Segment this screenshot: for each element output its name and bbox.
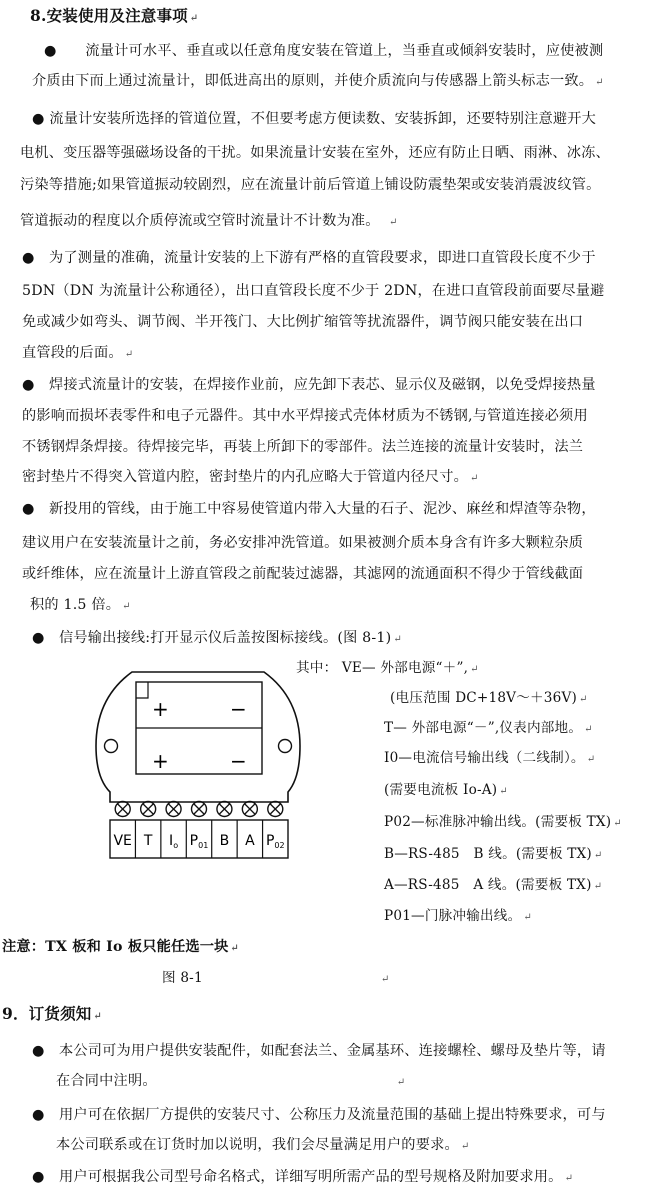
order-2-line-2: 本公司联系或在订货时加以说明，我们会尽量满足用户的要求。 ↵ xyxy=(56,1137,470,1153)
terminal-screw-7 xyxy=(268,802,283,817)
battery-minus-top: − xyxy=(230,697,247,721)
bullet-2-line-2: 电机、变压器等强磁场设备的干扰。如果流量计安装在室外，还应有防止日晒、雨淋、冰冻、 xyxy=(20,145,610,161)
terminal-screw-5 xyxy=(217,802,232,817)
battery-plus-top: + xyxy=(152,697,169,721)
bullet-5-line-3: 或纤维体，应在流量计上游直管段之前配装过滤器，其滤网的流通面积不得少于管线截面 xyxy=(22,566,584,582)
bullet-3-line-3: 免或减少如弯头、调节阀、半开筏门、大比例扩缩管等扰流器件，调节阀只能安装在出口 xyxy=(22,314,584,330)
terminal-screw-1 xyxy=(115,802,130,817)
bullet-6-line: ● 信号输出接线:打开显示仪后盖按图标接线。(图 8-1) ↵ xyxy=(32,630,402,646)
terminal-screw-4 xyxy=(192,802,207,817)
bullet-1-line-2: 介质由下而上通过流量计，即低进高出的原则，并使介质流向与传感器上箭头标志一致。 ↵ xyxy=(32,73,604,89)
legend-line-2: (电压范围 DC+18V～＋36V) ↵ xyxy=(390,690,588,706)
legend-line-8: A—RS-485 A 线。(需要板 TX) ↵ xyxy=(384,877,603,893)
battery-minus-bottom: − xyxy=(230,749,247,773)
legend-line-1: 其中： VE— 外部电源“＋”, ↵ xyxy=(296,660,479,676)
terminal-label-1: VE xyxy=(113,833,132,849)
bullet-4-line-3: 不锈钢焊条焊接。待焊接完毕，再装上所卸下的零部件。法兰连接的流量计安装时，法兰 xyxy=(22,439,584,455)
section-9-heading: 9．订货须知 ↵ xyxy=(2,1004,103,1023)
terminal-screw-3 xyxy=(166,802,181,817)
terminal-screw-6 xyxy=(242,802,257,817)
bullet-2-line-3: 污染等措施;如果管道振动较剧烈，应在流量计前后管道上铺设防震垫架或安装消震波纹管。 xyxy=(20,177,601,193)
legend-line-3: T— 外部电源“－”,仪表内部地。 ↵ xyxy=(384,720,593,736)
battery-plus-bottom: + xyxy=(152,749,169,773)
bullet-4-line-2: 的影响而损坏表零件和电子元器件。其中水平焊接式壳体材质为不锈钢,与管道连接必须用 xyxy=(22,408,588,424)
legend-line-5: (需要电流板 Io-A) ↵ xyxy=(384,782,508,798)
bullet-3-line-1: ● 为了测量的准确，流量计安装的上下游有严格的直管段要求，即进口直管段长度不少于 xyxy=(22,250,596,266)
bullet-5-line-2: 建议用户在安装流量计之前，务必安排冲洗管道。如果被测介质本身含有许多大颗粒杂质 xyxy=(22,535,584,551)
legend-line-6: P02—标准脉冲输出线。(需要板 TX) ↵ xyxy=(384,814,622,830)
order-3-line-1: ● 用户可根据我公司型号命名格式，详细写明所需产品的型号规格及附加要求用。 ↵ xyxy=(32,1169,574,1185)
terminal-label-2: T xyxy=(143,833,153,849)
order-1-line-1: ● 本公司可为用户提供安装配件，如配套法兰、金属基环、连接螺栓、螺母及垫片等，请 xyxy=(32,1043,606,1059)
section-8-heading: 8.安装使用及注意事项 ↵ xyxy=(30,6,199,25)
bullet-3-line-2: 5DN（DN 为流量计公称通径），出口直管段长度不少于 2DN，在进口直管段前面要尽量避 xyxy=(22,283,605,299)
bullet-5-line-1: ● 新投用的管线，由于施工中容易使管道内带入大量的石子、泥沙、麻丝和焊渣等杂物， xyxy=(22,501,596,517)
legend-line-9: P01—门脉冲输出线。 ↵ xyxy=(384,908,532,924)
terminal-label-3: $I_o$ xyxy=(169,833,179,850)
mounting-hole-left xyxy=(105,740,118,753)
order-1-line-2: 在合同中注明。 ↵ xyxy=(56,1073,406,1089)
bullet-2-line-4: 管道振动的程度以介质停流或空管时流量计不计数为准。 ↵ xyxy=(20,213,398,229)
terminal-label-7: $P_{02}$ xyxy=(265,833,285,850)
legend-line-4: I0—电流信号输出线（二线制）。 ↵ xyxy=(384,750,596,766)
bullet-4-line-4: 密封垫片不得突入管道内腔，密封垫片的内孔应略大于管道内径尺寸。 ↵ xyxy=(22,469,479,485)
bullet-4-line-1: ● 焊接式流量计的安装，在焊接作业前，应先卸下表芯、显示仪及磁钢，以免受焊接热量 xyxy=(22,377,596,393)
bullet-2-line-1: ● 流量计安装所选择的管道位置，不但要考虑方便读数、安装拆卸，还要特别注意避开大 xyxy=(32,111,597,127)
order-2-line-1: ● 用户可在依据厂方提供的安装尺寸、公称压力及流量范围的基础上提出特殊要求，可与 xyxy=(32,1107,606,1123)
bullet-5-line-4: 积的 1.5 倍。 ↵ xyxy=(30,597,131,613)
bullet-1-line-1: ● 流量计可水平、垂直或以任意角度安装在管道上，当垂直或倾斜安装时，应使被测 xyxy=(44,43,604,59)
figure-caption: 图 8-1 ↵ xyxy=(162,970,390,986)
legend-line-7: B—RS-485 B 线。(需要板 TX) ↵ xyxy=(384,846,603,862)
wiring-diagram xyxy=(92,668,304,864)
terminal-label-6: A xyxy=(245,833,255,849)
terminal-screw-2 xyxy=(141,802,156,817)
mounting-hole-right xyxy=(279,740,292,753)
terminal-label-5: B xyxy=(219,833,230,849)
note-text: 注意：TX 板和 Io 板只能任选一块 ↵ xyxy=(2,939,240,955)
bullet-3-line-4: 直管段的后面。 ↵ xyxy=(22,345,134,361)
terminal-label-4: $P_{01}$ xyxy=(189,833,209,850)
